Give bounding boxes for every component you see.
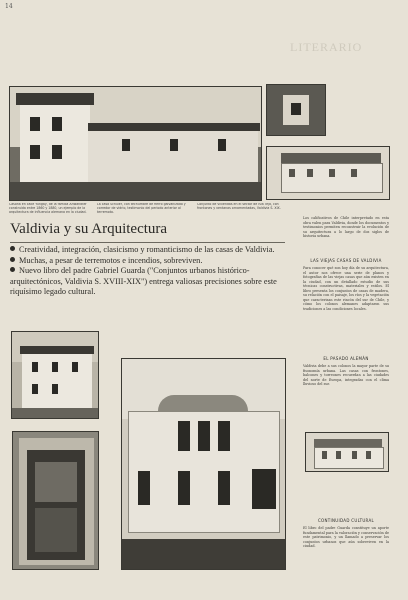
photo-large-house — [9, 86, 262, 201]
article-headline: Valdivia y su Arquitectura — [10, 221, 168, 237]
sidebar-section1-title: LAS VIEJAS CASAS DE VALDIVIA — [310, 258, 382, 263]
bullet-item — [10, 256, 285, 267]
bullet-icon — [10, 267, 15, 272]
photo-building-facade — [121, 358, 286, 570]
sidebar-intro-text: Los calificativos de Chile interpretado en esta obra valen para Valdivia, donde los documentos y testimonios permiten reconstruir la evolución de su arquitectura a lo largo de dos siglos de historia urbana. — [303, 216, 389, 238]
bullet-icon — [10, 257, 15, 262]
illustration-building-small — [305, 432, 389, 472]
masthead-ghost-text: LITERARIO — [290, 40, 363, 54]
bullet-text: Creatividad, integración, clasicismo y romanticismo de las casas de Valdivia. — [19, 245, 275, 254]
sidebar-section2-title: EL PASADO ALEMÁN — [323, 356, 369, 361]
bullet-icon — [10, 246, 15, 251]
sidebar-section3-title: CONTINUIDAD CULTURAL — [317, 518, 375, 523]
caption-1: Casona en calle Yungay, de la familia Anwandter construida entre 1860 y 1880, un ejemplo de la arquitectura de influencia alemana en la ciudad. — [9, 203, 87, 214]
sidebar-section1-text: Para conocer qué son hoy día de su arquitectura, el autor nos ofrece una serie de planos y fotografías de las viejas casas que aún existen en la ciudad, con un detallado estudio de sus técnicas constructivas, materiales y estilos. El libro presenta los conjuntos de casas de madera, su relación con el paisaje, los ríos y la vegetación que caracterizan este rincón del sur de Chile, y cómo los colonos alemanes adaptaron sus tradiciones a las condiciones locales. — [303, 266, 389, 311]
bullet-text: Muchas, a pesar de terremotos e incendios, sobreviven. — [19, 255, 203, 265]
sidebar-section2-text: Valdivia debe a sus colonos la mayor parte de su fisonomía urbana. Las casas con frontones, balcones y torreones recuerdan a las ciudades del norte de Europa, integradas con el clima lluvioso del sur. — [303, 364, 389, 386]
bullet-item — [10, 266, 285, 298]
caption-3: Conjunto de viviendas en el sector de Isla Teja, con frontones y ventanas ornamentadas, Valdivia S. XIX. — [197, 203, 281, 210]
photo-ornate-door — [12, 431, 99, 570]
headline-rule — [10, 242, 285, 243]
photo-gable-detail — [266, 84, 326, 136]
bullet-list — [10, 245, 285, 298]
page-number: 14 — [5, 3, 13, 10]
sidebar-section3-text: El libro del padre Guarda constituye un aporte fundamental para la valoración y conservación de este patrimonio, y un llamado a preservar los conjuntos urbanos que aún sobreviven en la ciudad. — [303, 526, 389, 548]
illustration-house-drawing — [266, 146, 390, 200]
caption-2: La casa Schuler, con techumbre de fierro galvanizado y corredor de vidrio, testimonio del periodo anterior al terremoto. — [97, 203, 186, 214]
bullet-text: Nuevo libro del padre Gabriel Guarda ("Conjuntos urbanos histórico-arquitectónicos, Valdivia S. XVIII-XIX") entrega valiosas precisiones sobre este riquísimo legado cultural. — [10, 266, 277, 297]
bullet-item — [10, 245, 285, 256]
photo-house-corner — [11, 331, 99, 419]
